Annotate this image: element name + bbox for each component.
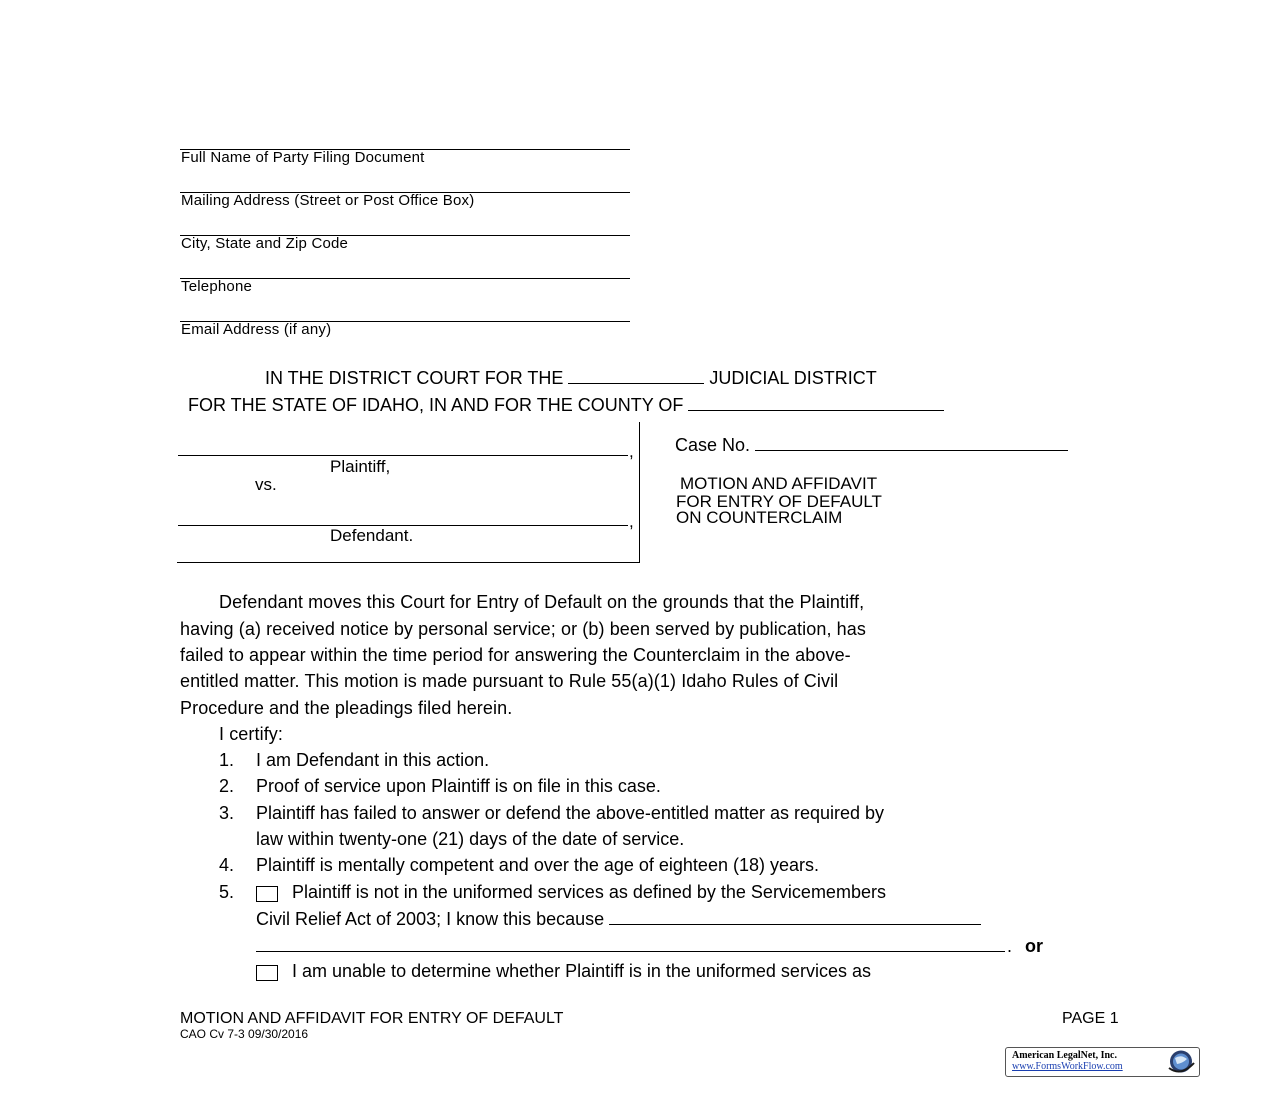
or-label: or — [1025, 936, 1043, 956]
american-legalnet-logo[interactable] — [1005, 1047, 1200, 1077]
item-number: 3. — [219, 803, 235, 823]
list-item: Plaintiff is not in the uniformed services as defined by the Servicemembers — [292, 882, 886, 902]
logo-url[interactable]: www.FormsWorkFlow.com — [1012, 1061, 1123, 1072]
defendant-label: Defendant. — [330, 526, 414, 545]
service-reason-blank-2[interactable] — [256, 951, 1005, 952]
case-number-blank[interactable] — [755, 434, 1068, 451]
globe-icon — [1163, 1049, 1197, 1074]
document-title-line1: MOTION AND AFFIDAVIT — [680, 474, 878, 493]
item-number: 5. — [219, 882, 235, 902]
caption-bottom-rule — [177, 562, 640, 563]
list-item: Plaintiff has failed to answer or defend the above-entitled matter as required by — [256, 803, 885, 823]
list-item: I am unable to determine whether Plaintiff is in the uniformed services as — [292, 961, 871, 981]
paragraph-line: entitled matter. This motion is made pursuant to Rule 55(a)(1) Idaho Rules of Civil — [180, 671, 839, 691]
service-reason-label: Civil Relief Act of 2003; I know this because — [256, 909, 605, 929]
paragraph-line: having (a) received notice by personal service; or (b) been served by publication, has — [180, 619, 866, 639]
paragraph-line: failed to appear within the time period for answering the Counterclaim in the above- — [180, 645, 851, 665]
caption-divider — [639, 422, 640, 562]
list-item: I am Defendant in this action. — [256, 750, 490, 770]
plaintiff-comma: , — [629, 442, 634, 461]
not-in-service-checkbox[interactable] — [256, 886, 278, 902]
court-suffix: JUDICIAL DISTRICT — [709, 368, 877, 388]
court-heading-line1 — [265, 367, 877, 389]
vs-label: vs. — [255, 475, 277, 494]
county-blank[interactable] — [688, 394, 944, 411]
logo-name: American LegalNet, Inc. — [1012, 1050, 1117, 1061]
full-name-label: Full Name of Party Filing Document — [181, 149, 425, 166]
footer-title: MOTION AND AFFIDAVIT FOR ENTRY OF DEFAULT — [180, 1010, 564, 1027]
certify-label: I certify: — [219, 724, 284, 744]
list-item: Proof of service upon Plaintiff is on file in this case. — [256, 776, 661, 796]
footer-form-code: CAO Cv 7-3 09/30/2016 — [180, 1027, 309, 1041]
email-label: Email Address (if any) — [181, 321, 332, 338]
footer-page-number: PAGE 1 — [1062, 1010, 1119, 1027]
period-mark: . — [1007, 936, 1013, 956]
plaintiff-label: Plaintiff, — [330, 457, 391, 476]
mailing-address-label: Mailing Address (Street or Post Office Box) — [181, 192, 475, 209]
county-prefix: FOR THE STATE OF IDAHO, IN AND FOR THE COUNTY OF — [188, 395, 684, 415]
list-item: Plaintiff is mentally competent and over the age of eighteen (18) years. — [256, 855, 819, 875]
judicial-district-blank[interactable] — [568, 367, 704, 384]
document-title-line3: ON COUNTERCLAIM — [676, 508, 843, 527]
telephone-label: Telephone — [181, 278, 253, 295]
paragraph-line: Procedure and the pleadings filed herein. — [180, 698, 513, 718]
case-number-row — [675, 434, 1068, 456]
service-reason-blank[interactable] — [609, 908, 981, 925]
item-number: 4. — [219, 855, 235, 875]
item-number: 2. — [219, 776, 235, 796]
list-item-continued: law within twenty-one (21) days of the date of service. — [256, 829, 685, 849]
paragraph-line: Defendant moves this Court for Entry of Default on the grounds that the Plaintiff, — [219, 592, 865, 612]
document-title-line2: FOR ENTRY OF DEFAULT — [676, 492, 882, 511]
court-heading-line2 — [188, 394, 944, 416]
case-no-label: Case No. — [675, 435, 751, 455]
item-number: 1. — [219, 750, 235, 770]
service-reason-row — [256, 908, 981, 930]
city-state-zip-label: City, State and Zip Code — [181, 235, 349, 252]
plaintiff-name-line[interactable] — [178, 455, 628, 456]
unable-to-determine-checkbox[interactable] — [256, 965, 278, 981]
defendant-comma: , — [629, 512, 634, 531]
court-prefix: IN THE DISTRICT COURT FOR THE — [265, 368, 564, 388]
